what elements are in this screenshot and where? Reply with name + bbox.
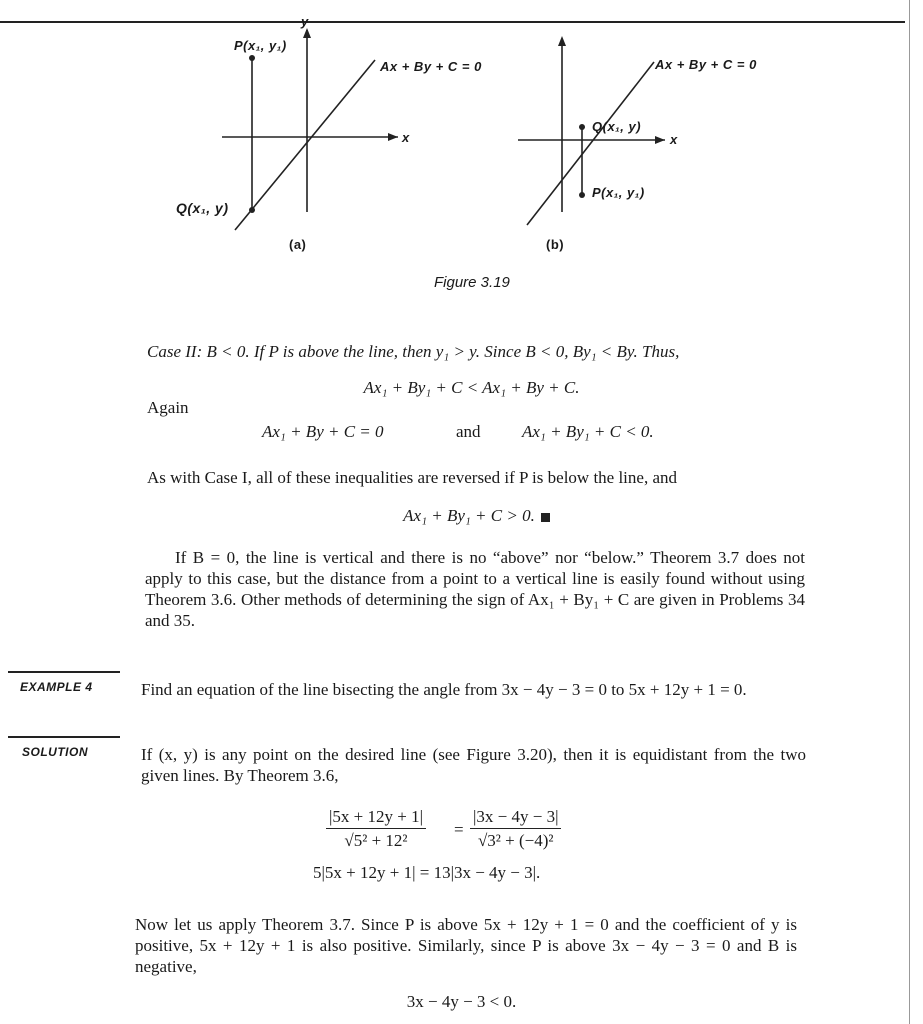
panel-a-y-label: y bbox=[301, 14, 309, 29]
example-rule bbox=[8, 671, 120, 673]
panel-b-y-arrow bbox=[558, 36, 566, 46]
fraction-left-numerator: |5x + 12y + 1| bbox=[326, 807, 426, 829]
panel-a-point-p-label: P(x₁, y₁) bbox=[234, 38, 287, 53]
panel-a-y-arrow bbox=[303, 28, 311, 38]
panel-a-line bbox=[235, 60, 375, 230]
case2-inequality-1: Ax₁ + By₁ + C < Ax₁ + By + C. bbox=[363, 378, 580, 397]
fraction-equals: = bbox=[454, 820, 464, 839]
panel-a-sublabel: (a) bbox=[289, 237, 307, 252]
case2-and: and bbox=[456, 422, 481, 441]
vertical-line-paragraph: If B = 0, the line is vertical and there is no “above” nor “below.” Theorem 3.7 does not apply to this case, but the distance from a point to a vertical line is easily found without using Theorem 3.6. Other methods of determining the sign of Ax₁ + By₁ + C are given in Problems 34 and 35. bbox=[145, 548, 805, 630]
solution-text: If (x, y) is any point on the desired line (see Figure 3.20), then it is equidistant from the two given lines. By Theorem 3.6, bbox=[141, 745, 806, 785]
panel-a-point-q-label: Q(x₁, y) bbox=[176, 200, 229, 216]
panel-b-x-arrow bbox=[655, 136, 665, 144]
case2-eq-left: Ax₁ + By + C = 0 bbox=[262, 422, 384, 441]
case2-again: Again bbox=[147, 398, 189, 417]
example-label: EXAMPLE 4 bbox=[20, 680, 93, 694]
fraction-right-numerator: |3x − 4y − 3| bbox=[470, 807, 561, 829]
panel-b-point-p-label: P(x₁, y₁) bbox=[592, 185, 645, 200]
case2-intro: Case II: B < 0. If P is above the line, then y₁ > y. Since B < 0, By₁ < By. Thus, bbox=[147, 342, 680, 361]
solution-rule bbox=[8, 736, 120, 738]
panel-b-line bbox=[527, 62, 654, 225]
fraction-left bbox=[326, 807, 426, 851]
absolute-value-equation: 5|5x + 12y + 1| = 13|3x − 4y − 3|. bbox=[313, 863, 541, 882]
panel-b-point-q-label: Q(x₁, y) bbox=[592, 119, 642, 134]
panel-a-x-arrow bbox=[388, 133, 398, 141]
panel-b-sublabel: (b) bbox=[546, 237, 565, 252]
theorem-3-7-paragraph: Now let us apply Theorem 3.7. Since P is above 5x + 12y + 1 = 0 and the coefficient of y is positive, 5x + 12y + 1 is also positive. Similarly, since P is above 3x − 4y − 3 = 0 and B is negative, bbox=[135, 915, 797, 976]
fraction-right bbox=[470, 807, 561, 851]
end-of-proof-icon bbox=[541, 513, 550, 522]
fraction-right-denominator: √3² + (−4)² bbox=[477, 831, 554, 850]
panel-b-line-label: Ax + By + C = 0 bbox=[655, 57, 757, 72]
case2-inequality-2: Ax₁ + By₁ + C > 0. bbox=[403, 506, 535, 525]
panel-b-point-q bbox=[579, 124, 585, 130]
panel-b-x-label: x bbox=[670, 132, 678, 147]
panel-a-line-label: Ax + By + C = 0 bbox=[380, 59, 482, 74]
figure-caption: Figure 3.19 bbox=[434, 274, 510, 291]
final-inequality: 3x − 4y − 3 < 0. bbox=[406, 992, 517, 1011]
fraction-left-denominator: √5² + 12² bbox=[344, 831, 408, 850]
panel-b-point-p bbox=[579, 192, 585, 198]
panel-a-x-label: x bbox=[402, 130, 410, 145]
figure-3-19 bbox=[0, 0, 923, 300]
example-text: Find an equation of the line bisecting the angle from 3x − 4y − 3 = 0 to 5x + 12y + 1 = 0. bbox=[141, 680, 747, 699]
case2-inequality-2-row bbox=[15, 506, 923, 526]
panel-a-point-q bbox=[249, 207, 255, 213]
case2-reversed: As with Case I, all of these inequalities are reversed if P is below the line, and bbox=[147, 468, 677, 487]
solution-label: SOLUTION bbox=[22, 745, 88, 759]
case2-eq-right: Ax₁ + By₁ + C < 0. bbox=[522, 422, 654, 441]
panel-a-point-p bbox=[249, 55, 255, 61]
